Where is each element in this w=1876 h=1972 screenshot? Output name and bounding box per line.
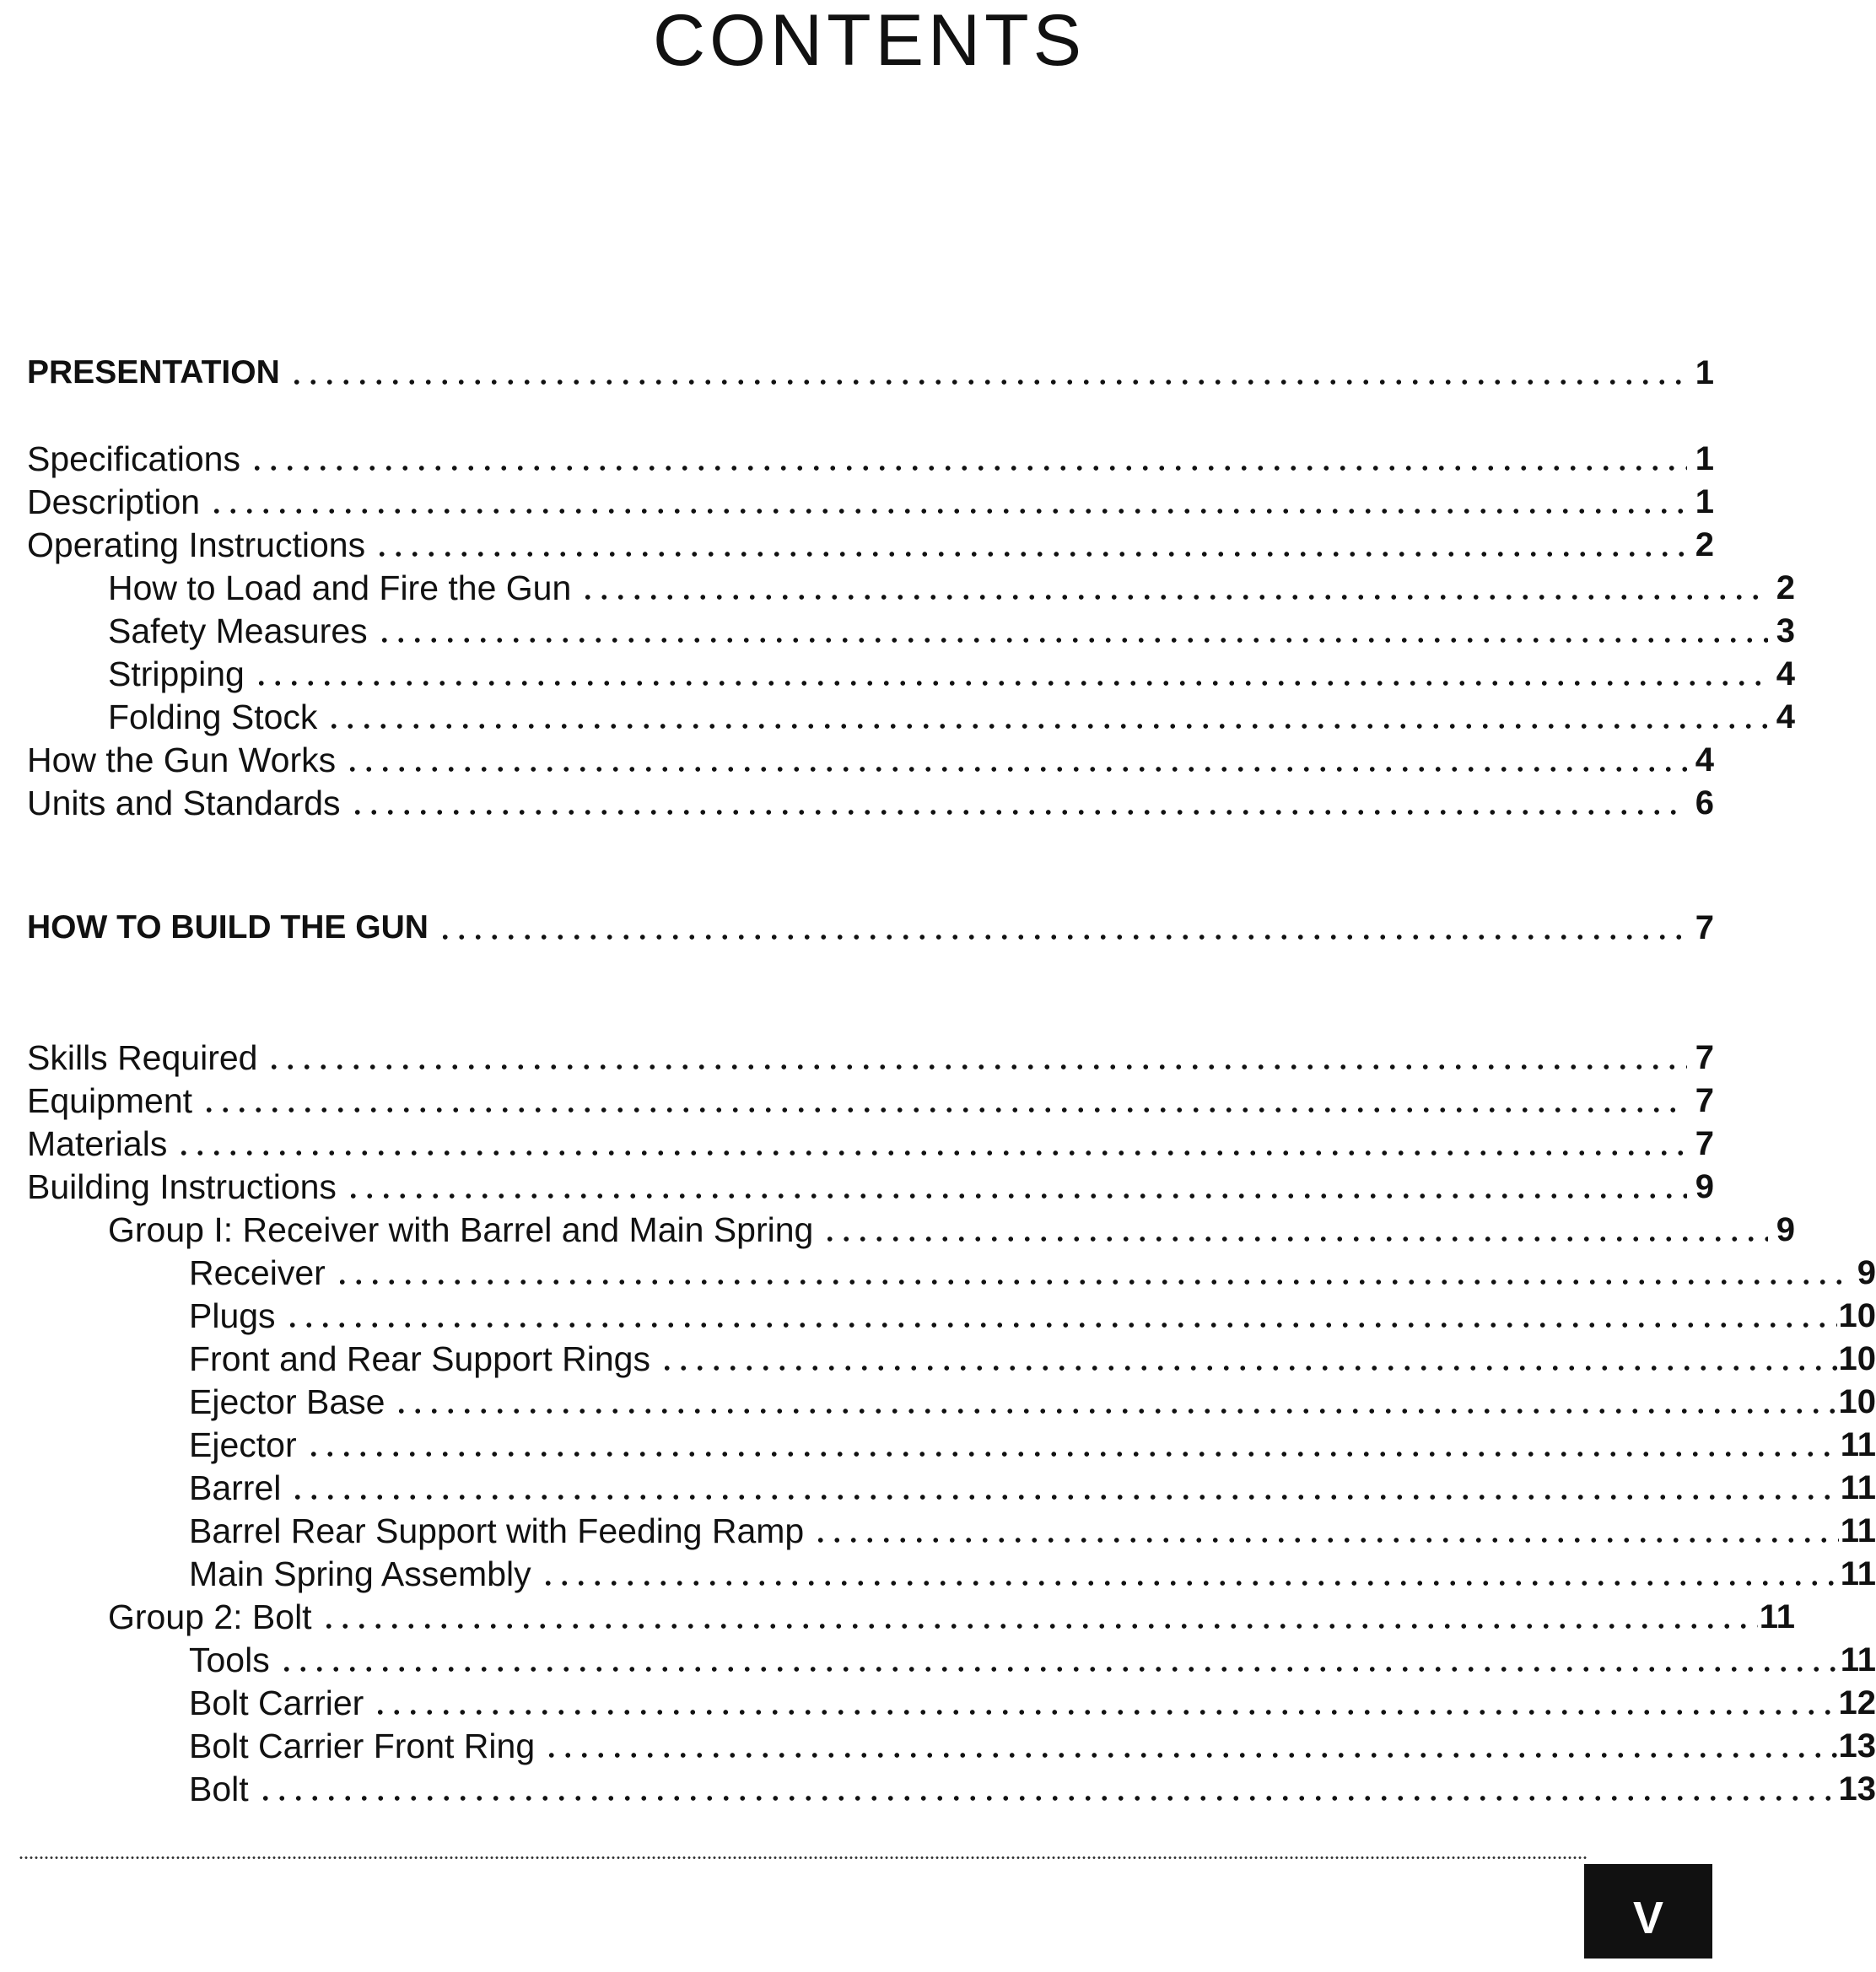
toc-entry-label: How to Load and Fire the Gun (108, 568, 580, 608)
toc-entry-bolt[interactable] (27, 1765, 1876, 1809)
page-title: CONTENTS (0, 0, 1739, 81)
toc-entry-ejector-base[interactable] (27, 1378, 1876, 1422)
dot-leader (334, 1279, 1849, 1285)
toc-entry-how-to-build-the-gun[interactable] (27, 904, 1714, 948)
toc-entry-skills-required[interactable] (27, 1034, 1714, 1078)
toc-entry-description[interactable] (27, 478, 1714, 522)
toc-entry-load-and-fire[interactable] (27, 564, 1795, 608)
toc-entry-page-number: 4 (1768, 654, 1795, 694)
dot-leader (349, 809, 1687, 816)
toc-entry-page-number: 4 (1768, 697, 1795, 737)
toc-entry-page-number: 1 (1687, 482, 1714, 522)
toc-entry-label: Front and Rear Support Rings (189, 1339, 659, 1379)
toc-entry-label: Bolt Carrier Front Ring (189, 1726, 543, 1766)
toc-entry-receiver[interactable] (27, 1249, 1876, 1293)
dot-leader (284, 1322, 1837, 1328)
toc-entry-label: Bolt Carrier (189, 1683, 372, 1723)
toc-entry-page-number: 11 (1839, 1425, 1876, 1465)
toc-entry-label: Materials (27, 1123, 175, 1164)
dot-leader (374, 551, 1687, 558)
dot-leader (540, 1580, 1839, 1587)
dot-leader (580, 594, 1768, 601)
toc-entry-ejector[interactable] (27, 1421, 1876, 1465)
toc-entry-tools[interactable] (27, 1636, 1876, 1680)
toc-entry-page-number: 13 (1837, 1769, 1876, 1809)
toc-entry-label: Main Spring Assembly (189, 1554, 540, 1594)
toc-entry-barrel[interactable] (27, 1464, 1876, 1508)
toc-entry-page-number: 6 (1687, 783, 1714, 823)
dot-leader (659, 1365, 1837, 1371)
toc-entry-label: Specifications (27, 439, 249, 479)
dot-leader (321, 1623, 1758, 1630)
dot-leader (812, 1537, 1838, 1544)
toc-entry-label: Operating Instructions (27, 525, 374, 565)
toc-entry-label: Building Instructions (27, 1166, 345, 1207)
dot-leader (326, 723, 1768, 730)
toc-entry-label: Barrel Rear Support with Feeding Ramp (189, 1511, 812, 1551)
dot-leader (288, 379, 1687, 385)
toc-entry-label: Equipment (27, 1080, 201, 1121)
toc-entry-page-number: 10 (1837, 1339, 1876, 1379)
toc-entry-page-number: 7 (1687, 1123, 1714, 1164)
page-number-badge: V (1584, 1864, 1712, 1959)
toc-entry-page-number: 3 (1768, 611, 1795, 651)
dot-leader (344, 766, 1687, 773)
toc-entry-specifications[interactable] (27, 435, 1714, 479)
toc-entry-label: Tools (189, 1640, 278, 1680)
toc-entry-presentation[interactable] (27, 349, 1714, 393)
toc-entry-bolt-carrier[interactable] (27, 1679, 1876, 1723)
dot-leader (201, 1107, 1687, 1113)
dot-leader (253, 680, 1768, 687)
toc-entry-label: HOW TO BUILD THE GUN (27, 908, 437, 948)
toc-entry-how-the-gun-works[interactable] (27, 736, 1714, 780)
toc-entry-page-number: 11 (1839, 1511, 1876, 1551)
dot-leader (175, 1150, 1687, 1156)
toc-entry-label: Ejector (189, 1425, 305, 1465)
toc-entry-label: Plugs (189, 1296, 284, 1336)
toc-entry-label: Skills Required (27, 1037, 266, 1078)
dot-leader (266, 1064, 1687, 1070)
toc-entry-main-spring-assembly[interactable] (27, 1550, 1876, 1594)
toc-entry-page-number: 11 (1839, 1554, 1876, 1594)
toc-entry-page-number: 2 (1768, 568, 1795, 608)
toc-entry-label: Folding Stock (108, 697, 326, 737)
toc-entry-stripping[interactable] (27, 650, 1795, 694)
toc-entry-label: Group 2: Bolt (108, 1597, 321, 1637)
toc-entry-page-number: 9 (1849, 1253, 1876, 1293)
toc-entry-materials[interactable] (27, 1120, 1714, 1164)
dot-leader (289, 1494, 1838, 1501)
toc-entry-safety-measures[interactable] (27, 607, 1795, 651)
toc-entry-plugs[interactable] (27, 1292, 1876, 1336)
dot-leader (278, 1666, 1839, 1673)
dot-leader (249, 465, 1687, 471)
toc-entry-page-number: 7 (1687, 908, 1714, 948)
toc-entry-page-number: 7 (1687, 1037, 1714, 1078)
toc-entry-units-and-standards[interactable] (27, 779, 1714, 823)
toc-entry-page-number: 11 (1758, 1597, 1795, 1637)
toc-entry-label: Units and Standards (27, 783, 349, 823)
dot-leader (543, 1752, 1836, 1759)
toc-entry-label: Safety Measures (108, 611, 376, 651)
toc-entry-page-number: 12 (1837, 1683, 1876, 1723)
toc-entry-page-number: 11 (1839, 1640, 1876, 1680)
toc-entry-page-number: 13 (1837, 1726, 1876, 1766)
toc-entry-label: Stripping (108, 654, 253, 694)
toc-entry-page-number: 11 (1839, 1468, 1876, 1508)
toc-entry-label: Bolt (189, 1769, 257, 1809)
toc-entry-label: How the Gun Works (27, 740, 344, 780)
toc-entry-page-number: 4 (1687, 740, 1714, 780)
toc-entry-label: Group I: Receiver with Barrel and Main Spring (108, 1210, 822, 1250)
toc-entry-page-number: 1 (1687, 439, 1714, 479)
toc-entry-label: Ejector Base (189, 1382, 393, 1422)
footer-dotted-rule (19, 1856, 1588, 1859)
toc-entry-operating-instructions[interactable] (27, 521, 1714, 565)
toc-entry-folding-stock[interactable] (27, 693, 1795, 737)
toc-entry-barrel-rear-support[interactable] (27, 1507, 1876, 1551)
toc-entry-label: Description (27, 482, 208, 522)
toc-entry-page-number: 9 (1687, 1166, 1714, 1207)
toc-entry-group-1[interactable] (27, 1206, 1795, 1250)
toc-entry-page-number: 10 (1837, 1296, 1876, 1336)
toc-entry-building-instructions[interactable] (27, 1163, 1714, 1207)
dot-leader (257, 1795, 1837, 1802)
toc-entry-equipment[interactable] (27, 1077, 1714, 1121)
toc-entry-page-number: 1 (1687, 353, 1714, 393)
toc-entry-group-2[interactable] (27, 1593, 1795, 1637)
dot-leader (376, 637, 1768, 644)
toc-entry-page-number: 7 (1687, 1080, 1714, 1121)
toc-entry-page-number: 2 (1687, 525, 1714, 565)
toc-entry-label: PRESENTATION (27, 353, 288, 393)
toc-entry-bolt-carrier-front-ring[interactable] (27, 1722, 1876, 1766)
dot-leader (208, 508, 1687, 515)
dot-leader (372, 1709, 1836, 1716)
toc-entry-label: Barrel (189, 1468, 289, 1508)
toc-entry-label: Receiver (189, 1253, 334, 1293)
dot-leader (822, 1236, 1768, 1242)
dot-leader (437, 934, 1687, 940)
toc-entry-page-number: 10 (1837, 1382, 1876, 1422)
toc-entry-support-rings[interactable] (27, 1335, 1876, 1379)
dot-leader (345, 1193, 1687, 1199)
dot-leader (393, 1408, 1836, 1414)
dot-leader (305, 1451, 1839, 1457)
toc-entry-page-number: 9 (1768, 1210, 1795, 1250)
